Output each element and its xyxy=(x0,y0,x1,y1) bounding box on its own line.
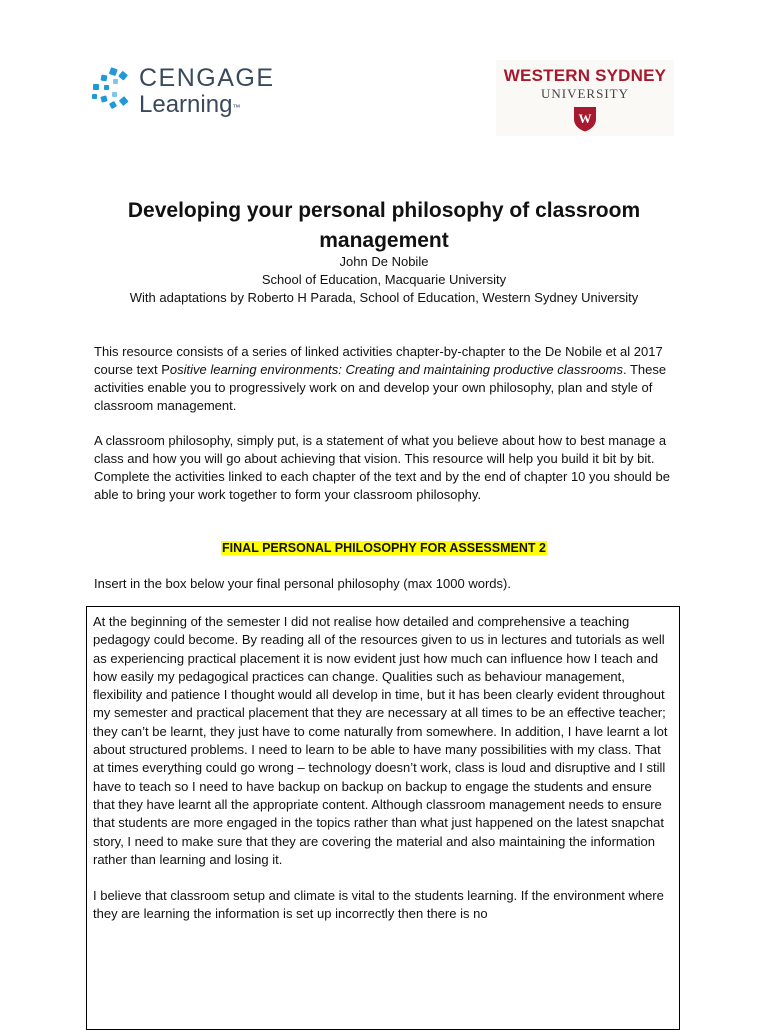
wsu-crest-icon xyxy=(573,106,597,132)
course-text-title: ositive learning environments: Creating and maintaining productive classrooms xyxy=(169,362,623,377)
philosophy-paragraph-1: At the beginning of the semester I did not realise how detailed and comprehensive a teaching pedagogy could become. By reading all of the resources given to us in lectures and tutorials as well as experiencing practical placement it is now evident just how much can influence how I teach and how easily my pedagogical practices can change. Qualities such as behaviour management, flexibility and patience I thought would all develop in time, but it has been clearly evident throughout my semester and practical placement that they are necessary at all times to be an effective teacher; they can’t be learnt, they just have to come naturally from somewhere. In addition, I have learnt a lot about structured problems. I need to learn to be able to have many possibilities with my class. That at times everything could go wrong – technology doesn’t work, class is loud and disruptive and I still have to teach so I need to have backup on backup on backup to engage the students and ensure that they have learnt all the appropriate content. Although classroom management needs to ensure that students are more engaged in the topics rather than what just happened on the latest snapchat story, I need to make sure that they are covering the material and also maintaining the information rather than learning and losing it. xyxy=(93,614,668,867)
learning-wordmark: Learning™ xyxy=(139,91,241,118)
western-sydney-university-logo xyxy=(496,60,674,136)
author-name: John De Nobile xyxy=(339,254,429,269)
trademark-symbol: ™ xyxy=(232,103,241,112)
document-title: Developing your personal philosophy of classroom management xyxy=(127,199,641,252)
instruction-text: Insert in the box below your final personal philosophy (max 1000 words). xyxy=(94,576,511,591)
cengage-dots-icon xyxy=(90,66,134,110)
cengage-learning-logo xyxy=(90,64,290,124)
wsu-wordmark: WESTERN SYDNEY xyxy=(503,66,667,85)
wsu-university-wordmark: UNIVERSITY xyxy=(541,86,629,101)
definition-paragraph: A classroom philosophy, simply put, is a statement of what you believe about how to best manage a class and how you will go about achieving that vision. This resource will help you build it bit by bit. Complete the activities linked to each chapter of the text and by the end of chapter 10 you should be able to bring your work together to form your classroom philosophy. xyxy=(94,433,670,502)
philosophy-paragraph-2: I believe that classroom setup and climate is vital to the students learning. If the environment where they are learning the information is set up incorrectly then there is no xyxy=(93,888,664,922)
assessment-heading xyxy=(70,539,698,557)
assessment-heading-text: FINAL PERSONAL PHILOSOPHY FOR ASSESSMENT 2 xyxy=(222,541,546,555)
adaptation-credit: With adaptations by Roberto H Parada, School of Education, Western Sydney University xyxy=(129,290,639,305)
cengage-wordmark: CENGAGE xyxy=(139,64,275,92)
svg-text:W: W xyxy=(578,111,592,126)
intro-paragraph: This resource consists of a series of linked activities chapter-by-chapter to the De Nobile et al 2017 course text Positive learning environments: Creating and maintaining productive classrooms. These activities enable you to progressively work on and develop your own philosophy, plan and style of classroom management. xyxy=(94,344,667,413)
philosophy-text-box[interactable] xyxy=(86,606,680,1030)
author-affiliation: School of Education, Macquarie University xyxy=(261,272,507,287)
